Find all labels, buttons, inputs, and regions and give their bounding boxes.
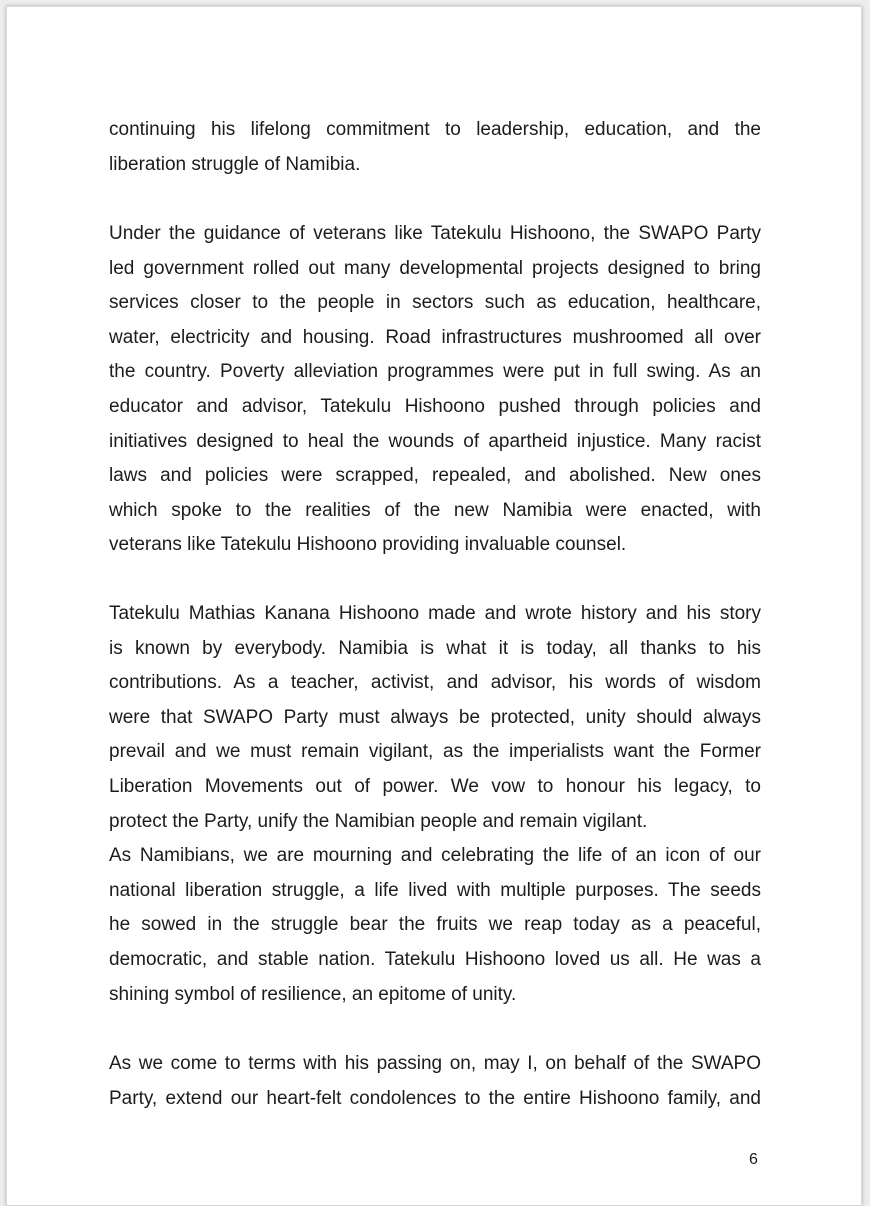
- text-line: is known by everybody. Namibia is what it is today, all thanks to his: [109, 637, 761, 659]
- text-line: Liberation Movements out of power. We vow to honour his legacy, to: [109, 775, 761, 797]
- text-line: the country. Poverty alleviation programmes were put in full swing. As an: [109, 361, 761, 383]
- text-line: prevail and we must remain vigilant, as the imperialists want the Former: [109, 741, 761, 763]
- text-line: which spoke to the realities of the new Namibia were enacted, with: [109, 499, 761, 521]
- text-line: continuing his lifelong commitment to leadership, education, and the: [109, 119, 761, 140]
- text-line: As we come to terms with his passing on, may I, on behalf of the SWAPO: [109, 1053, 761, 1074]
- text-line: educator and advisor, Tatekulu Hishoono pushed through policies and: [109, 395, 761, 417]
- text-line: protect the Party, unify the Namibian people and remain vigilant.: [109, 810, 648, 832]
- text-line: liberation struggle of Namibia.: [109, 153, 361, 175]
- text-line: water, electricity and housing. Road infrastructures mushroomed all over: [109, 326, 761, 348]
- paragraph-1: [109, 113, 761, 182]
- text-line: Under the guidance of veterans like Tatekulu Hishoono, the SWAPO Party: [109, 223, 761, 244]
- text-line: veterans like Tatekulu Hishoono providing invaluable counsel.: [109, 534, 627, 556]
- text-line: led government rolled out many developmental projects designed to bring: [109, 257, 761, 279]
- text-line: As Namibians, we are mourning and celebrating the life of an icon of our: [109, 845, 761, 867]
- text-line: contributions. As a teacher, activist, and advisor, his words of wisdom: [109, 672, 761, 694]
- text-line: services closer to the people in sectors such as education, healthcare,: [109, 292, 761, 314]
- text-line: he sowed in the struggle bear the fruits we reap today as a peaceful,: [109, 914, 761, 936]
- text-line: initiatives designed to heal the wounds of apartheid injustice. Many racist: [109, 430, 761, 452]
- paragraph-3: [109, 597, 761, 1012]
- paragraph-2: [109, 217, 761, 563]
- document-page: [6, 6, 862, 1206]
- paragraph-4: [109, 1047, 761, 1116]
- text-line: democratic, and stable nation. Tatekulu Hishoono loved us all. He was a: [109, 948, 761, 970]
- page-number: 6: [749, 1151, 758, 1168]
- text-line: were that SWAPO Party must always be protected, unity should always: [109, 706, 761, 728]
- text-line: Tatekulu Mathias Kanana Hishoono made and wrote history and his story: [109, 603, 761, 624]
- text-line: Party, extend our heart-felt condolences to the entire Hishoono family, and: [109, 1087, 761, 1109]
- text-line: shining symbol of resilience, an epitome of unity.: [109, 983, 517, 1005]
- text-line: laws and policies were scrapped, repealed, and abolished. New ones: [109, 465, 761, 487]
- text-line: national liberation struggle, a life lived with multiple purposes. The seeds: [109, 879, 761, 901]
